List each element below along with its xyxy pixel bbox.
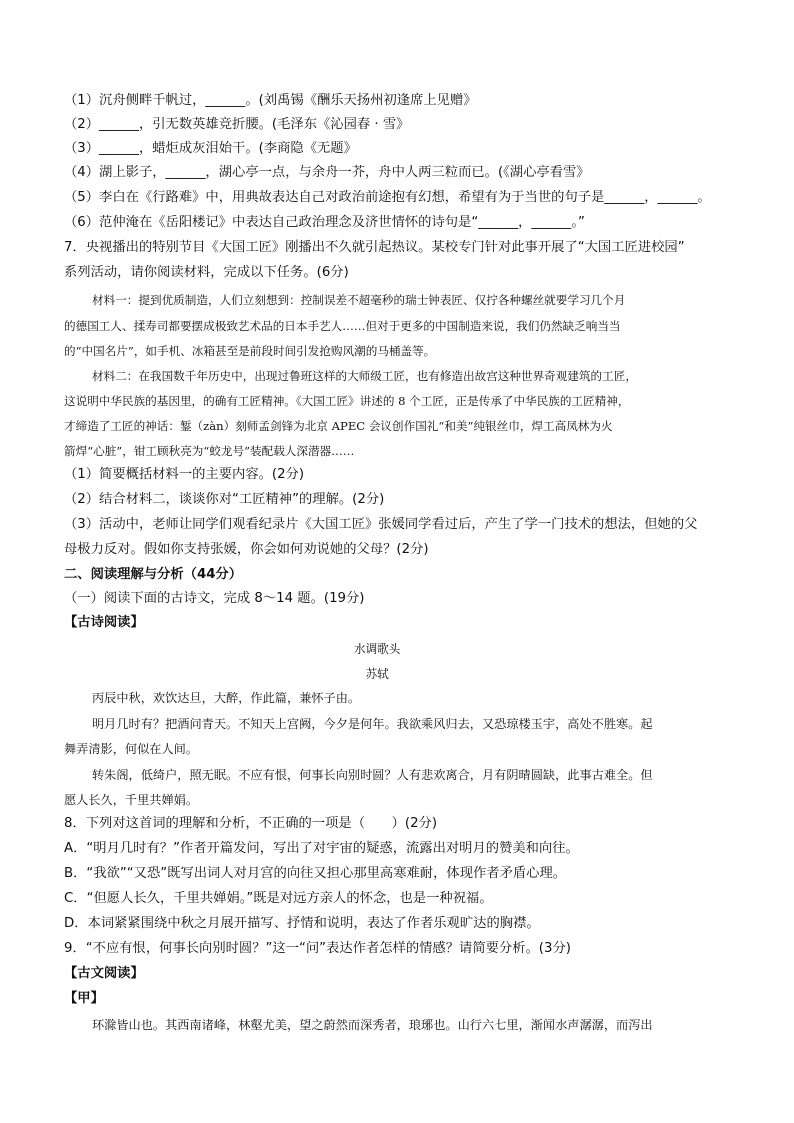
material1-line2: 的德国工人、揉寿司都要摆成极致艺术品的日本手艺人……但对于更多的中国制造来说，我们仍然缺乏响当当 bbox=[64, 319, 621, 333]
q6-item-3: （3）______，蜡炬成灰泪始干。(李商隐《无题》 bbox=[64, 141, 357, 156]
passage-jia-line1: 环滁皆山也。其西南诸峰，林壑尤美，望之蔚然而深秀者，琅琊也。山行六七里，渐闻水声潺潺，而泻出 bbox=[92, 1018, 653, 1032]
poem-title: 水调歌头 bbox=[353, 642, 401, 656]
poetry-reading-label: 【古诗阅读】 bbox=[64, 615, 144, 630]
q6-item-6: （6）范仲淹在《岳阳楼记》中表达自己政治理念及济世情怀的诗句是“______，______。” bbox=[64, 215, 585, 230]
q7-stem-line2: 系列活动，请你阅读材料，完成以下任务。(6分) bbox=[64, 265, 349, 280]
material2-line4: 箭焊“心脏”，钳工顾秋亮为“蛟龙号”装配载人深潜器…… bbox=[64, 444, 355, 458]
poem-author: 苏轼 bbox=[365, 667, 389, 681]
poem-stanza1-line1: 明月几时有？把酒问青天。不知天上宫阙，今夕是何年。我欲乘风归去，又恐琼楼玉宇，高处不胜寒。起 bbox=[92, 717, 653, 731]
classical-reading-label: 【古文阅读】 bbox=[64, 966, 144, 981]
q6-item-1: （1）沉舟侧畔千帆过，______。(刘禹锡《酬乐天扬州初逢席上见赠》 bbox=[64, 93, 477, 108]
material1-line3: 的“中国名片”，如手机、冰箱甚至是前段时间引发抢购风潮的马桶盖等。 bbox=[64, 344, 436, 358]
q6-item-5: （5）李白在《行路难》中，用典故表达自己对政治前途抱有幻想，希望有为于当世的句子是______，______。 bbox=[64, 190, 711, 205]
q9-stem: 9．“不应有恨，何事长向别时圆？”这一“问”表达作者怎样的情感？请简要分析。(3分) bbox=[64, 941, 571, 956]
material2-line1: 材料二：在我国数千年历史中，出现过鲁班这样的大师级工匠，也有修造出故宫这种世界奇观建筑的工匠， bbox=[92, 369, 637, 383]
material1-line1: 材料一：提到优质制造，人们立刻想到：控制误差不超毫秒的瑞士钟表匠、仅拧各种螺丝就要学习几个月 bbox=[92, 293, 626, 307]
task-1: （1）简要概括材料一的主要内容。(2分) bbox=[64, 467, 305, 482]
q8-stem: 8．下列对这首词的理解和分析，不正确的一项是（ ）(2分) bbox=[64, 816, 438, 831]
q8-option-b: B．“我欲”“又恐”既写出词人对月宫的向往又担心那里高寒难耐，体现作者矛盾心理。 bbox=[64, 866, 567, 881]
poem-stanza2-line2: 愿人长久，千里共婵娟。 bbox=[64, 793, 199, 807]
task-2: （2）结合材料二，谈谈你对“工匠精神”的理解。(2分) bbox=[64, 492, 385, 507]
poem-stanza2-line1: 转朱阁，低绮户，照无眠。不应有恨，何事长向别时圆？人有悲欢离合，月有阴晴圆缺，此事古难全。但 bbox=[92, 768, 653, 782]
task-3-line1: （3）活动中，老师让同学们观看纪录片《大国工匠》张媛同学看过后，产生了学一门技术的想法，但她的父 bbox=[64, 517, 698, 532]
section-2-heading: 二、阅读理解与分析（44分） bbox=[64, 567, 243, 582]
material2-line2: 这说明中华民族的基因里，的确有工匠精神。《大国工匠》讲述的 8 个工匠，正是传承了中华民族的工匠精神， bbox=[64, 394, 630, 408]
q8-option-a: A．“明月几时有？”作者开篇发问，写出了对宇宙的疑惑，流露出对明月的赞美和向往。 bbox=[64, 841, 579, 856]
material2-line3: 才缔造了工匠的神话：錾（zàn）刻师孟剑锋为北京 APEC 会议创作国礼“和美”纯银丝巾，焊工高凤林为火 bbox=[64, 419, 613, 433]
q6-item-4: （4）湖上影子，______，湖心亭一点，与余舟一芥，舟中人两三粒而已。(《湖心亭看雪》 bbox=[64, 165, 590, 180]
passage-jia-label: 【甲】 bbox=[64, 991, 104, 1006]
poem-stanza1-line2: 舞弄清影，何似在人间。 bbox=[64, 742, 199, 756]
poem-preface: 丙辰中秋，欢饮达旦，大醉，作此篇，兼怀子由。 bbox=[92, 691, 361, 705]
task-3-line2: 母极力反对。假如你支持张媛，你会如何劝说她的父母？(2分) bbox=[64, 542, 429, 557]
q7-stem-line1: 7．央视播出的特别节目《大国工匠》刚播出不久就引起热议。某校专门针对此事开展了“大国工匠进校园” bbox=[64, 240, 685, 255]
q8-option-c: C．“但愿人长久，千里共婵娟。”既是对远方亲人的怀念，也是一种祝福。 bbox=[64, 891, 493, 906]
q8-option-d: D．本词紧紧围绕中秋之月展开描写、抒情和说明，表达了作者乐观旷达的胸襟。 bbox=[64, 916, 540, 931]
subsection-1-heading: （一）阅读下面的古诗文，完成 8～14 题。(19分) bbox=[64, 591, 365, 606]
q6-item-2: （2）______，引无数英雄竞折腰。(毛泽东《沁园春 · 雪》 bbox=[64, 117, 410, 132]
